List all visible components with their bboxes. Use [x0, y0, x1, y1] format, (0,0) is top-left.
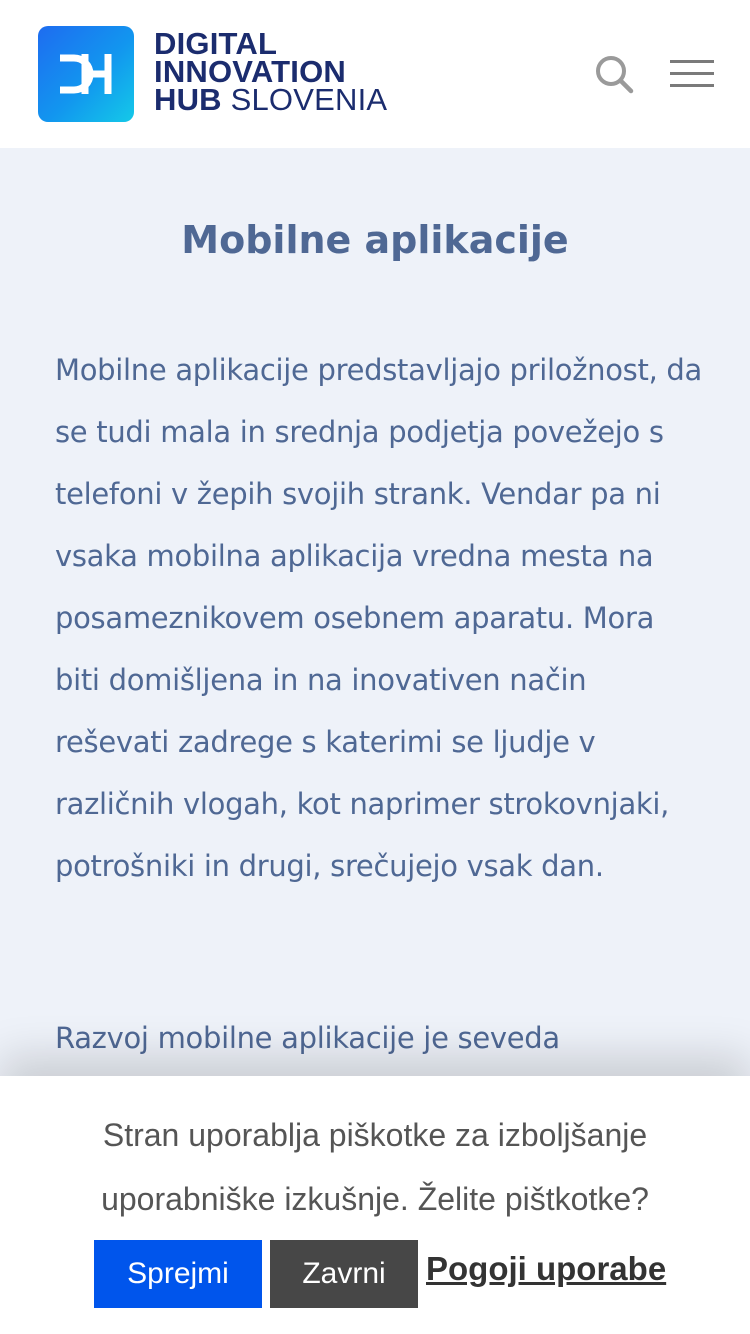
hamburger-menu-icon: [670, 60, 714, 63]
terms-of-use-link[interactable]: Pogoji uporabe: [426, 1250, 667, 1287]
hamburger-menu-icon-bar: [670, 84, 714, 87]
search-icon: [594, 54, 634, 94]
logo-icon[interactable]: [38, 26, 134, 122]
decline-cookies-button[interactable]: Zavrni: [270, 1240, 418, 1308]
content-paragraph: Mobilne aplikacije predstavljajo priložnost, da se tudi mala in srednja podjetja povežejo s telefoni v žepih svojih strank. Vendar pa ni vsaka mobilna aplikacija vredna mesta na posameznikovem osebnem aparatu. Mora biti domišljena in na inovativen način reševati zadrege s katerimi se ljudje v različnih vlogah, kot naprimer strokovnjaki, potrošniki in drugi, srečujejo vsak dan.: [55, 353, 702, 883]
cookie-message: Stran uporablja piškotke za izboljšanje uporabniške izkušnje. Želite pištkotke?: [101, 1117, 649, 1217]
search-button[interactable]: [594, 54, 634, 94]
dih-logo-icon: [38, 26, 134, 122]
accept-cookies-button[interactable]: Sprejmi: [94, 1240, 262, 1308]
logo-hub: HUB: [154, 82, 222, 117]
content-paragraph: Razvoj mobilne aplikacije je seveda: [55, 1021, 560, 1055]
logo-line-hub-slovenia: [154, 82, 388, 117]
logo-wordmark[interactable]: [154, 26, 388, 117]
logo-line-innovation: INNOVATION: [154, 54, 347, 89]
page-title: Mobilne aplikacije: [181, 218, 569, 262]
menu-button[interactable]: [668, 56, 714, 92]
logo-slovenia: SLOVENIA: [230, 82, 388, 117]
site-header: [0, 0, 750, 148]
logo-line-digital: DIGITAL: [154, 26, 278, 61]
hamburger-menu-icon-bar: [670, 72, 714, 75]
